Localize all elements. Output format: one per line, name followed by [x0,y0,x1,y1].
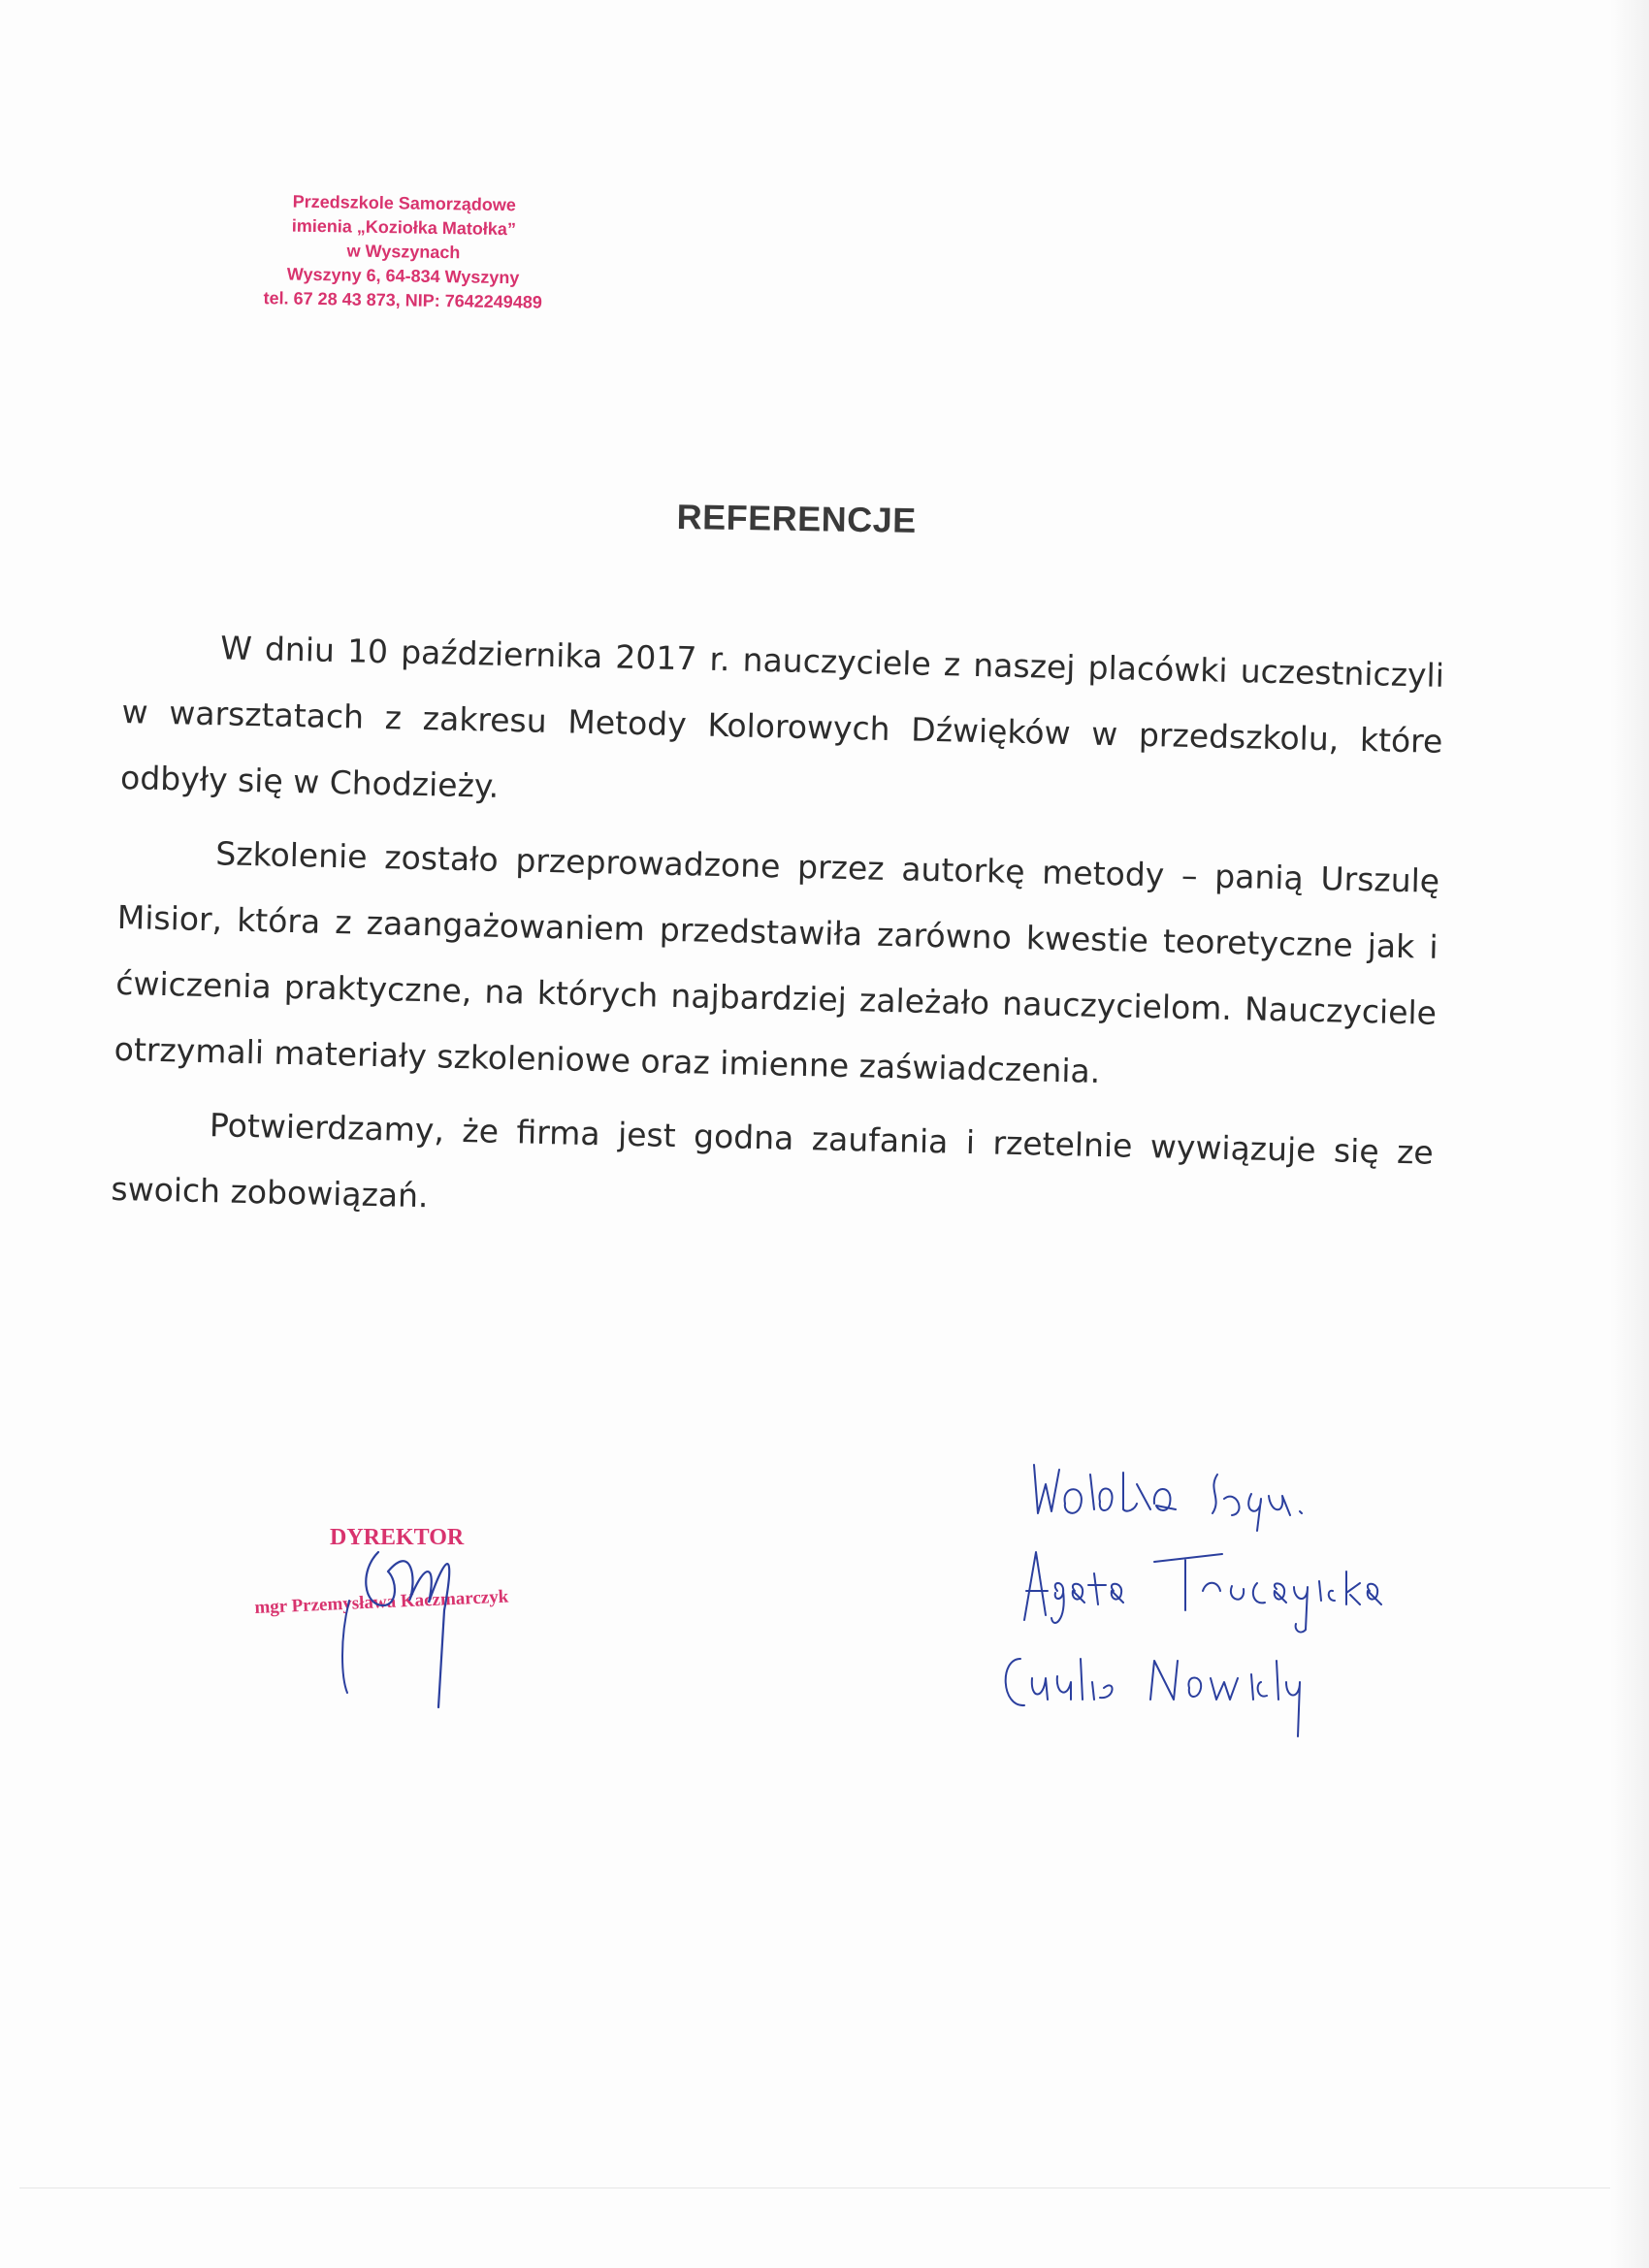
document-title: REFERENCJE [676,497,918,540]
document-body [111,613,1445,1260]
teacher-signatures [970,1445,1436,1736]
signature-emilia [1006,1659,1300,1736]
director-name: mgr Przemysława Kaczmarczyk [254,1586,509,1618]
director-signature [320,1513,572,1707]
signature-agata [1024,1552,1381,1632]
stamp-line: w Wyszynach [346,241,461,263]
body-paragraph: W dniu 10 października 2017 r. nauczyciele z naszej placówki uczestniczyli w warsztatach z zakresu Metody Kolorowych Dźwięków w przedszkolu, które odbyły się w Chodzieży. [119,629,1445,805]
stamp-line: tel. 67 28 43 873, NIP: 7642249489 [263,288,542,312]
director-title: DYREKTOR [330,1525,465,1550]
signature-wioleta [1034,1465,1302,1531]
school-header-stamp [252,189,555,315]
body-paragraph: Szkolenie zostało przeprowadzone przez autorkę metody – panią Urszulę Misior, która z zaangażowaniem przedstawiła zarówno kwestie teoretyczne jak i ćwiczenia praktyczne, na których najbardziej zależało nauczycielom. Nauczyciele otrzymali materiały szkoleniowe oraz imienne zaświadczenia. [113,834,1440,1090]
stamp-line: imienia „Koziołka Matołka” [291,215,517,240]
scan-edge-shadow [1610,0,1649,2268]
body-paragraph: Potwierdzamy, że firma jest godna zaufania i rzetelnie wywiązuje się ze swoich zobowiązań. [111,1106,1435,1215]
stamp-line: Wyszyny 6, 64-834 Wyszyny [286,264,520,288]
scan-bottom-line [19,2187,1610,2188]
stamp-line: Przedszkole Samorządowe [292,191,516,215]
